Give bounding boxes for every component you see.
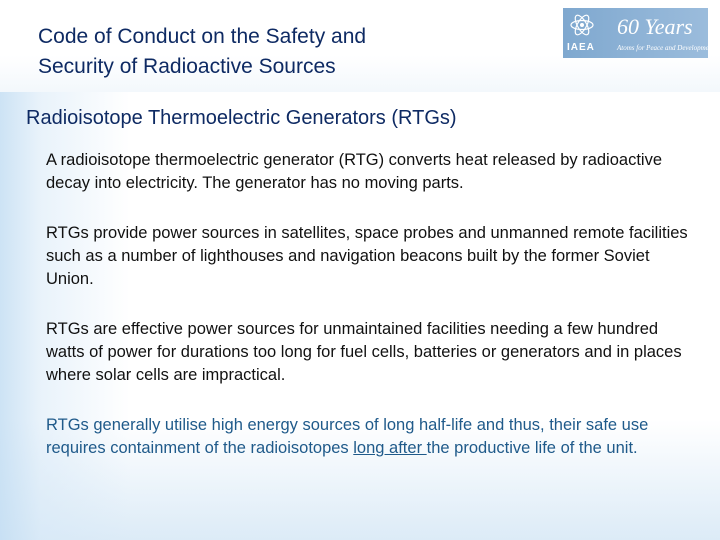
paragraph-rtg-safety	[46, 414, 696, 460]
paragraph-rtg-uses: RTGs provide power sources in satellites, space probes and unmanned remote facilities such as a number of lighthouses and navigation beacons built by the former Soviet Union.	[46, 224, 688, 288]
safety-text-end: the productive life of the unit.	[426, 439, 638, 457]
title-line-1: Code of Conduct on the Safety and	[38, 25, 367, 48]
logo-acronym: IAEA	[567, 42, 595, 53]
safety-text-emphasis: long after	[353, 439, 427, 457]
iaea-logo	[563, 8, 715, 58]
slide-subtitle: Radioisotope Thermoelectric Generators (RTGs)	[26, 107, 457, 129]
page-title	[38, 22, 518, 82]
atom-emblem-icon	[569, 12, 595, 38]
safety-text-start: RTGs generally utilise high energy sources of long half-life and thus, their safe use requires containment of the radioisotopes	[46, 416, 649, 457]
logo-years: 60 Years	[617, 14, 693, 39]
paragraph-rtg-definition: A radioisotope thermoelectric generator (RTG) converts heat released by radioactive decay into electricity. The generator has no moving parts.	[46, 151, 663, 192]
paragraph-rtg-effectiveness: RTGs are effective power sources for unmaintained facilities needing a few hundred watts of power for durations too long for fuel cells, batteries or generators and in places where solar cells are impractical.	[46, 320, 682, 384]
logo-tagline: Atoms for Peace and Development	[617, 44, 715, 52]
title-line-2: Security of Radioactive Sources	[38, 55, 336, 78]
slide-header	[0, 0, 720, 92]
